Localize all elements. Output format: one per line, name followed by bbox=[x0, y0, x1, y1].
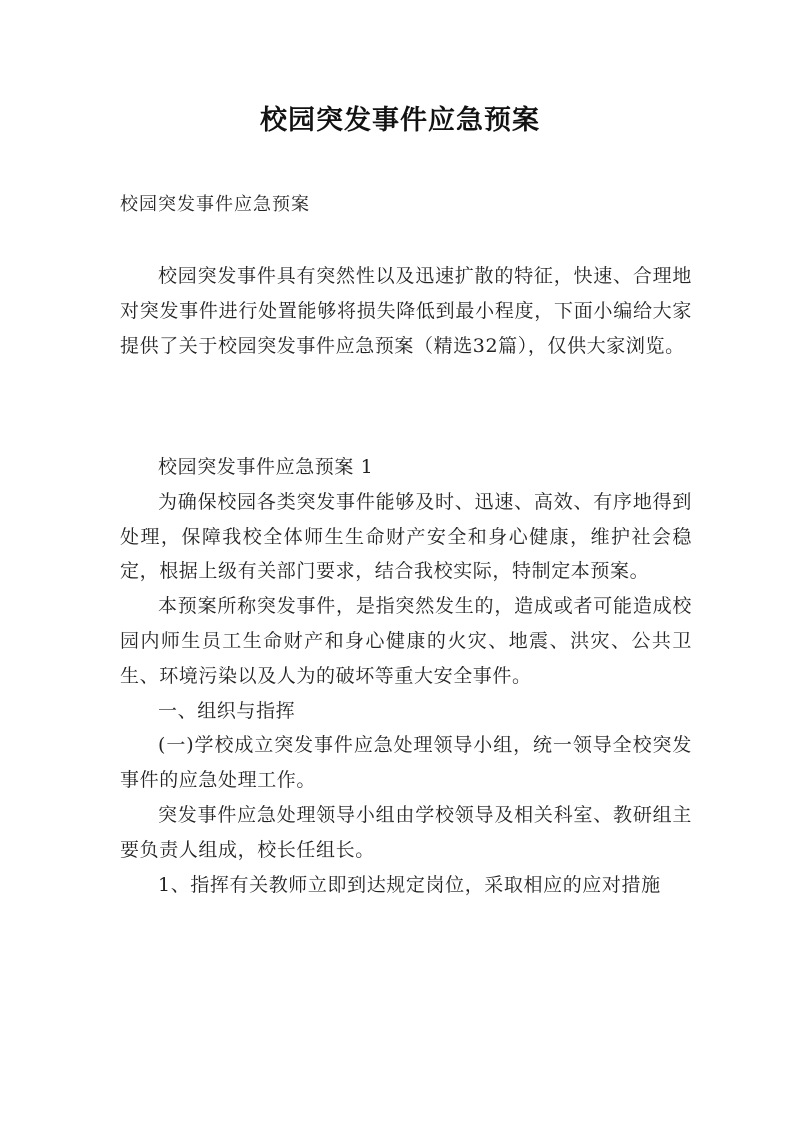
section-1 bbox=[120, 450, 692, 902]
document-subtitle: 校园突发事件应急预案 bbox=[120, 194, 310, 215]
page-title: 校园突发事件应急预案 bbox=[260, 105, 540, 136]
section-paragraph: 突发事件应急处理领导小组由学校领导及相关科室、教研组主要负责人组成，校长任组长。 bbox=[120, 803, 692, 861]
section-paragraph: 1、指挥有关教师立即到达规定岗位，采取相应的应对措施 bbox=[158, 873, 661, 896]
section-paragraph: 为确保校园各类突发事件能够及时、迅速、高效、有序地得到处理，保障我校全体师生生命财产安全和身心健康，维护社会稳定，根据上级有关部门要求，结合我校实际，特制定本预案。 bbox=[120, 490, 692, 583]
section-subheading: 一、组织与指挥 bbox=[158, 699, 296, 722]
section-paragraph: 本预案所称突发事件，是指突然发生的，造成或者可能造成校园内师生员工生命财产和身心健康的火灾、地震、洪灾、公共卫生、环境污染以及人为的破坏等重大安全事件。 bbox=[120, 595, 692, 687]
intro-paragraph: 校园突发事件具有突然性以及迅速扩散的特征，快速、合理地对突发事件进行处置能够将损失降低到最小程度，下面小编给大家提供了关于校园突发事件应急预案（精选32篇），仅供大家浏览。 bbox=[120, 265, 692, 357]
section-heading: 校园突发事件应急预案 1 bbox=[158, 456, 374, 478]
section-paragraph: (一)学校成立突发事件应急处理领导小组，统一领导全校突发事件的应急处理工作。 bbox=[120, 734, 692, 792]
